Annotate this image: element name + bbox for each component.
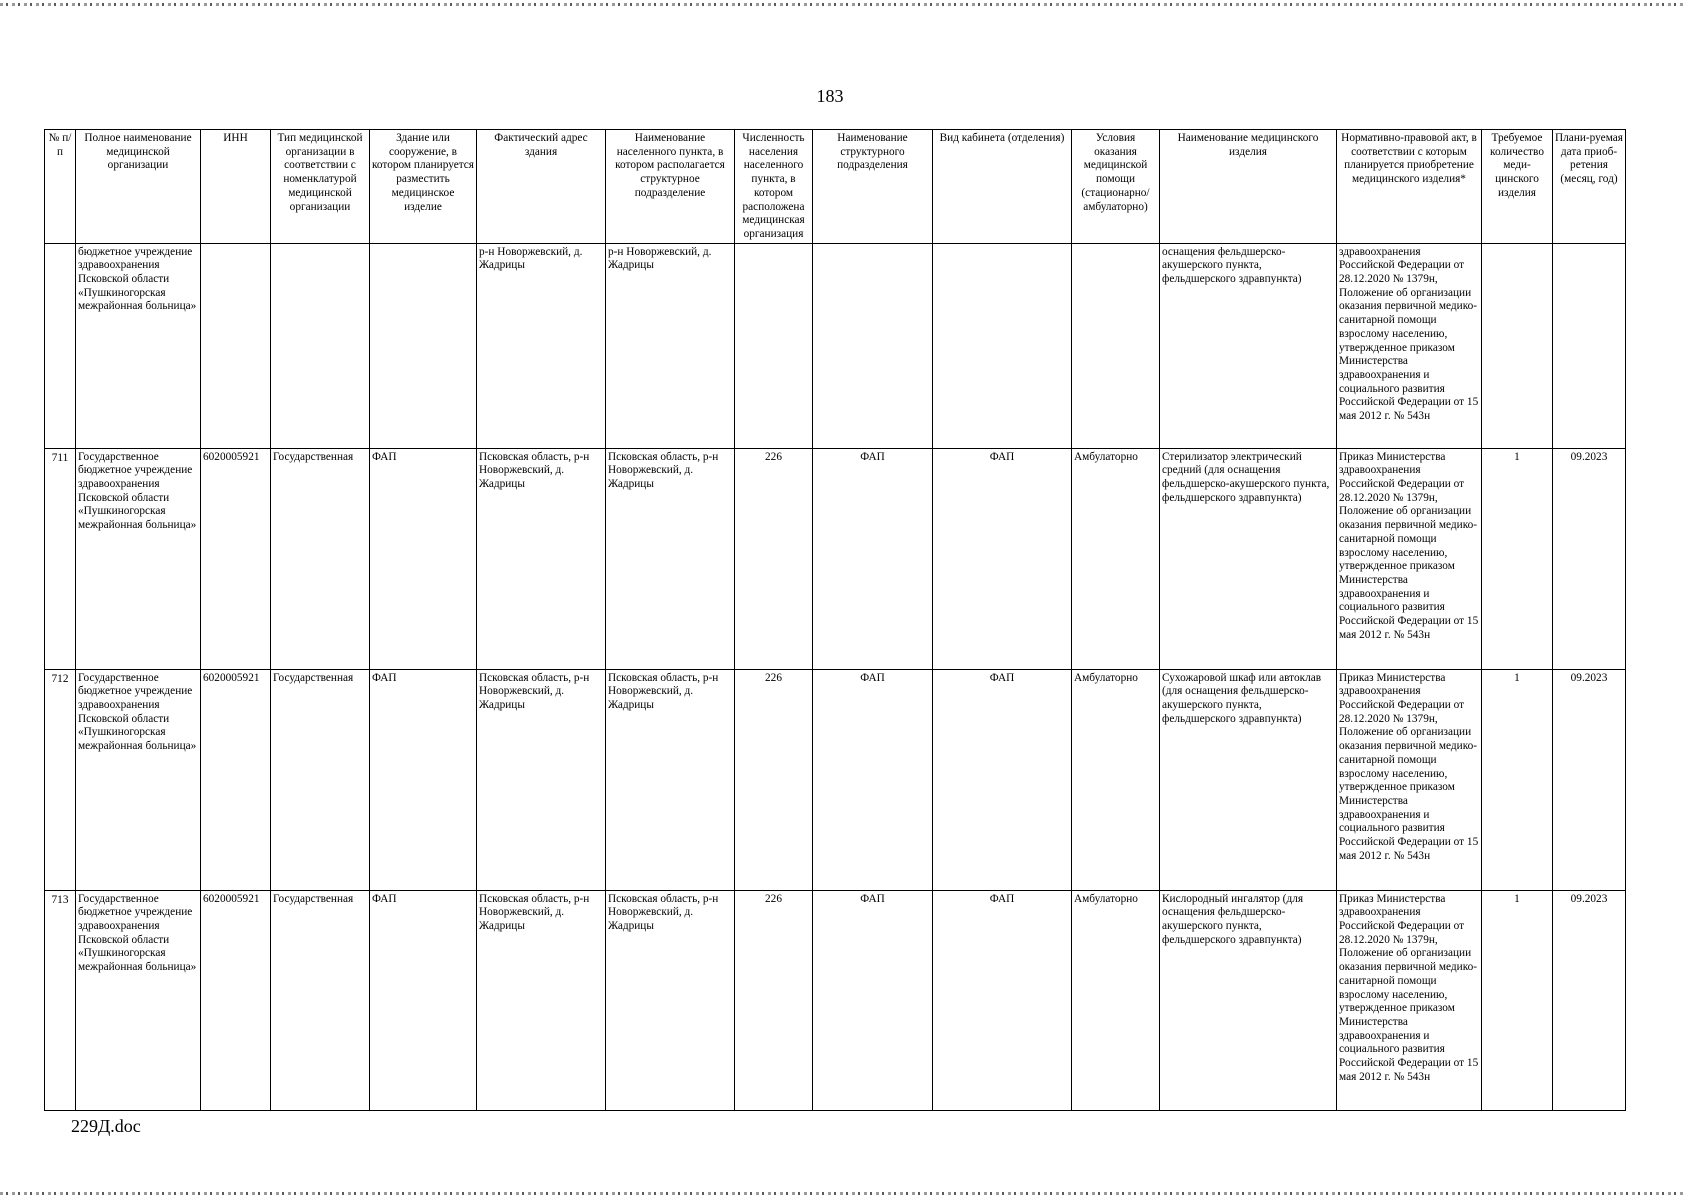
structural-unit — [813, 243, 933, 448]
row-number: 711 — [45, 448, 76, 669]
population: 226 — [735, 890, 813, 1110]
legal-act: здравоохранения Российской Федерации от 28.12.2020 № 1379н, Положение об организации оказания первичной медико-санитарной помощи взрослому населению, утвержденное приказом Министерства здравоохранения и социального развития Российской Федерации от 15 мая 2012 г. № 543н — [1337, 243, 1482, 448]
device-name: оснащения фельдшерско-акушерского пункта, фельдшерского здравпункта) — [1160, 243, 1337, 448]
org-name: Государственное бюджетное учреждение здравоохранения Псковской области «Пушкиногорская межрайонная больница» — [76, 669, 201, 890]
purchase-date: 09.2023 — [1553, 890, 1626, 1110]
care-conditions: Амбулаторно — [1072, 669, 1160, 890]
purchase-date — [1553, 243, 1626, 448]
header-cell: Плани-руемая дата приоб-ретения (месяц, год) — [1553, 130, 1626, 244]
device-name: Кислородный ингалятор (для оснащения фельдшерско-акушерского пункта, фельдшерского здравпункта) — [1160, 890, 1337, 1110]
inn: 6020005921 — [201, 669, 271, 890]
purchase-date: 09.2023 — [1553, 669, 1626, 890]
quantity: 1 — [1482, 890, 1553, 1110]
header-cell: Вид кабинета (отделения) — [933, 130, 1072, 244]
inn — [201, 243, 271, 448]
locality: Псковская область, р-н Новоржевский, д. Жадрицы — [606, 890, 735, 1110]
table-header-row — [45, 130, 1626, 244]
population — [735, 243, 813, 448]
org-name: Государственное бюджетное учреждение здравоохранения Псковской области «Пушкиногорская межрайонная больница» — [76, 448, 201, 669]
header-cell: Численность населения населенного пункта, в котором расположена медицинская организация — [735, 130, 813, 244]
legal-act: Приказ Министерства здравоохранения Российской Федерации от 28.12.2020 № 1379н, Положение об организации оказания первичной медико-санитарной помощи взрослому населению, утвержденное приказом Министерства здравоохранения и социального развития Российской Федерации от 15 мая 2012 г. № 543н — [1337, 448, 1482, 669]
header-cell: Нормативно-правовой акт, в соответствии с которым планируется приобретение медицинского изделия* — [1337, 130, 1482, 244]
device-name: Сухожаровой шкаф или автоклав (для оснащения фельдшерско-акушерского пункта, фельдшерского здравпункта) — [1160, 669, 1337, 890]
header-cell: Требуемое количество меди-цинского изделия — [1482, 130, 1553, 244]
building: ФАП — [370, 669, 477, 890]
header-cell: Условия оказания медицинской помощи (стационарно/амбулаторно) — [1072, 130, 1160, 244]
header-cell: Здание или сооружение, в котором планируется разместить медицинское изделие — [370, 130, 477, 244]
table-row — [45, 890, 1626, 1110]
legal-act: Приказ Министерства здравоохранения Российской Федерации от 28.12.2020 № 1379н, Положение об организации оказания первичной медико-санитарной помощи взрослому населению, утвержденное приказом Министерства здравоохранения и социального развития Российской Федерации от 15 мая 2012 г. № 543н — [1337, 890, 1482, 1110]
legal-act: Приказ Министерства здравоохранения Российской Федерации от 28.12.2020 № 1379н, Положение об организации оказания первичной медико-санитарной помощи взрослому населению, утвержденное приказом Министерства здравоохранения и социального развития Российской Федерации от 15 мая 2012 г. № 543н — [1337, 669, 1482, 890]
purchase-date: 09.2023 — [1553, 448, 1626, 669]
header-cell: Тип медицинской организации в соответствии с номенклатурой медицинской организации — [271, 130, 370, 244]
address: Псковская область, р-н Новоржевский, д. Жадрицы — [477, 890, 606, 1110]
table-row — [45, 243, 1626, 448]
header-cell: Наименование структурного подразделения — [813, 130, 933, 244]
population: 226 — [735, 448, 813, 669]
cabinet-type: ФАП — [933, 448, 1072, 669]
header-cell: Фактический адрес здания — [477, 130, 606, 244]
locality: Псковская область, р-н Новоржевский, д. Жадрицы — [606, 448, 735, 669]
footer-filename: 229Д.doc — [71, 1116, 141, 1136]
header-cell: Наименование медицинского изделия — [1160, 130, 1337, 244]
locality: Псковская область, р-н Новоржевский, д. Жадрицы — [606, 669, 735, 890]
org-type: Государственная — [271, 669, 370, 890]
population: 226 — [735, 669, 813, 890]
building: ФАП — [370, 448, 477, 669]
locality: р-н Новоржевский, д. Жадрицы — [606, 243, 735, 448]
org-name: Государственное бюджетное учреждение здравоохранения Псковской области «Пушкиногорская межрайонная больница» — [76, 890, 201, 1110]
table-row — [45, 669, 1626, 890]
cabinet-type: ФАП — [933, 669, 1072, 890]
building: ФАП — [370, 890, 477, 1110]
device-name: Стерилизатор электрический средний (для оснащения фельдшерско-акушерского пункта, фельдшерского здравпункта) — [1160, 448, 1337, 669]
row-number — [45, 243, 76, 448]
org-type: Государственная — [271, 448, 370, 669]
table-row — [45, 448, 1626, 669]
header-cell: ИНН — [201, 130, 271, 244]
row-number: 712 — [45, 669, 76, 890]
equipment-table — [44, 129, 1626, 1111]
care-conditions: Амбулаторно — [1072, 890, 1160, 1110]
address: р-н Новоржевский, д. Жадрицы — [477, 243, 606, 448]
scan-top-edge — [0, 3, 1686, 6]
org-name: бюджетное учреждение здравоохранения Псковской области «Пушкиногорская межрайонная больница» — [76, 243, 201, 448]
header-cell: Наименование населенного пункта, в котором располагается структурное подразделение — [606, 130, 735, 244]
quantity: 1 — [1482, 448, 1553, 669]
page-number: 183 — [816, 86, 844, 106]
header-cell: № п/п — [45, 130, 76, 244]
quantity: 1 — [1482, 669, 1553, 890]
care-conditions: Амбулаторно — [1072, 448, 1160, 669]
cabinet-type: ФАП — [933, 890, 1072, 1110]
org-type — [271, 243, 370, 448]
building — [370, 243, 477, 448]
inn: 6020005921 — [201, 890, 271, 1110]
structural-unit: ФАП — [813, 669, 933, 890]
scan-bottom-edge — [0, 1192, 1686, 1195]
structural-unit: ФАП — [813, 448, 933, 669]
address: Псковская область, р-н Новоржевский, д. Жадрицы — [477, 448, 606, 669]
cabinet-type — [933, 243, 1072, 448]
structural-unit: ФАП — [813, 890, 933, 1110]
quantity — [1482, 243, 1553, 448]
org-type: Государственная — [271, 890, 370, 1110]
inn: 6020005921 — [201, 448, 271, 669]
header-cell: Полное наименование медицинской организации — [76, 130, 201, 244]
row-number: 713 — [45, 890, 76, 1110]
address: Псковская область, р-н Новоржевский, д. Жадрицы — [477, 669, 606, 890]
care-conditions — [1072, 243, 1160, 448]
